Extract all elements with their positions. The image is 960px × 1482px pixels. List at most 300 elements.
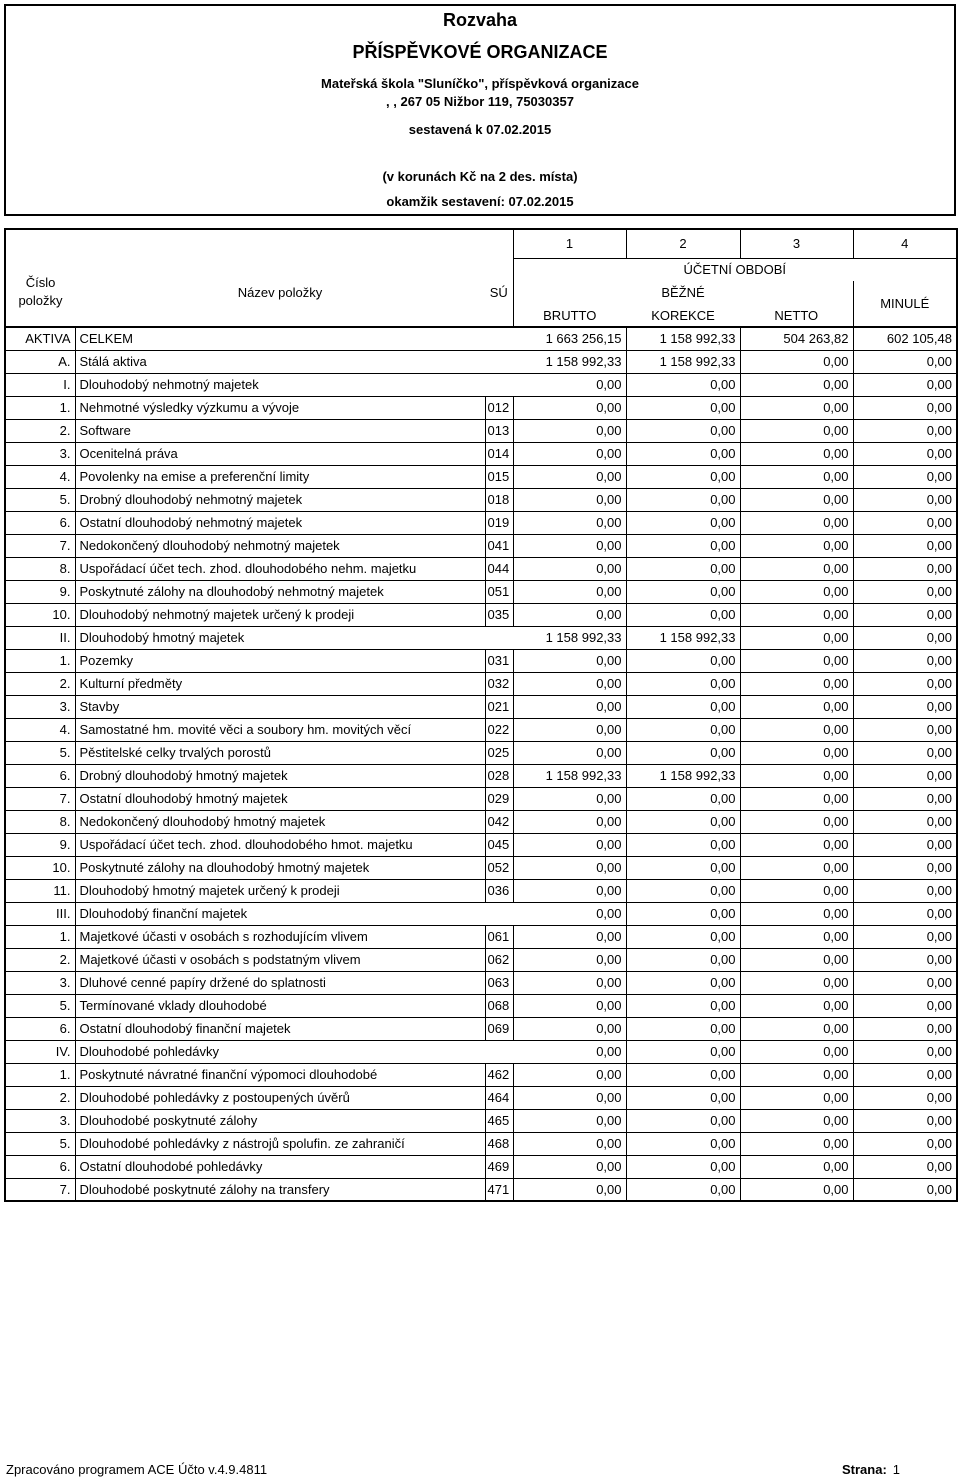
row-account: 471 <box>485 1178 513 1201</box>
row-name: Drobný dlouhodobý hmotný majetek <box>75 764 485 787</box>
table-row <box>5 626 957 649</box>
row-netto: 0,00 <box>740 1040 853 1063</box>
row-netto: 0,00 <box>740 1017 853 1040</box>
table-row <box>5 787 957 810</box>
row-korekce: 1 158 992,33 <box>626 626 740 649</box>
row-account <box>485 1040 513 1063</box>
row-korekce: 0,00 <box>626 925 740 948</box>
page-label: Strana: <box>842 1462 887 1477</box>
row-brutto: 0,00 <box>513 718 626 741</box>
row-minule: 0,00 <box>853 1040 957 1063</box>
row-account: 462 <box>485 1063 513 1086</box>
row-number: 1. <box>5 649 75 672</box>
row-number: 3. <box>5 442 75 465</box>
row-brutto: 1 158 992,33 <box>513 350 626 373</box>
row-korekce: 0,00 <box>626 741 740 764</box>
table-row <box>5 718 957 741</box>
table-row <box>5 1109 957 1132</box>
row-minule: 0,00 <box>853 350 957 373</box>
row-number: III. <box>5 902 75 925</box>
row-netto: 0,00 <box>740 1155 853 1178</box>
row-name: Dlouhodobé pohledávky z postoupených úvěrů <box>75 1086 485 1109</box>
row-name: Dlouhodobý hmotný majetek <box>75 626 485 649</box>
row-account: 035 <box>485 603 513 626</box>
row-name: Ostatní dlouhodobý finanční majetek <box>75 1017 485 1040</box>
row-minule: 0,00 <box>853 902 957 925</box>
row-minule: 0,00 <box>853 557 957 580</box>
row-name: Dluhové cenné papíry držené do splatnosti <box>75 971 485 994</box>
row-number: 1. <box>5 396 75 419</box>
row-netto: 0,00 <box>740 810 853 833</box>
table-row <box>5 488 957 511</box>
row-minule: 0,00 <box>853 695 957 718</box>
row-netto: 0,00 <box>740 511 853 534</box>
row-name: Povolenky na emise a preferenční limity <box>75 465 485 488</box>
row-netto: 0,00 <box>740 833 853 856</box>
row-number: 8. <box>5 557 75 580</box>
row-account: 012 <box>485 396 513 419</box>
column-header-period: ÚČETNÍ OBDOBÍ <box>513 258 957 281</box>
table-row <box>5 879 957 902</box>
row-minule: 0,00 <box>853 1178 957 1201</box>
row-number: I. <box>5 373 75 396</box>
row-brutto: 0,00 <box>513 810 626 833</box>
row-number: 6. <box>5 1017 75 1040</box>
row-name: Dlouhodobé pohledávky <box>75 1040 485 1063</box>
row-brutto: 0,00 <box>513 741 626 764</box>
column-header-netto: NETTO <box>774 307 819 323</box>
row-netto: 0,00 <box>740 442 853 465</box>
row-korekce: 1 158 992,33 <box>626 327 740 350</box>
row-name: Dlouhodobý nehmotný majetek <box>75 373 485 396</box>
row-netto: 0,00 <box>740 672 853 695</box>
row-account: 042 <box>485 810 513 833</box>
row-account: 068 <box>485 994 513 1017</box>
row-brutto: 0,00 <box>513 488 626 511</box>
row-netto: 0,00 <box>740 718 853 741</box>
row-name: Dlouhodobé pohledávky z nástrojů spolufin. ze zahraničí <box>75 1132 485 1155</box>
table-row <box>5 419 957 442</box>
row-number: 1. <box>5 925 75 948</box>
row-minule: 0,00 <box>853 465 957 488</box>
row-netto: 0,00 <box>740 488 853 511</box>
row-korekce: 0,00 <box>626 1109 740 1132</box>
table-row <box>5 856 957 879</box>
row-account: 045 <box>485 833 513 856</box>
row-account: 021 <box>485 695 513 718</box>
row-netto: 0,00 <box>740 741 853 764</box>
row-korekce: 0,00 <box>626 442 740 465</box>
row-account: 063 <box>485 971 513 994</box>
row-minule: 0,00 <box>853 1063 957 1086</box>
table-row <box>5 557 957 580</box>
row-korekce: 0,00 <box>626 1017 740 1040</box>
table-row <box>5 350 957 373</box>
table-row <box>5 1017 957 1040</box>
row-netto: 0,00 <box>740 603 853 626</box>
table-row <box>5 511 957 534</box>
row-brutto: 0,00 <box>513 856 626 879</box>
row-brutto: 0,00 <box>513 1109 626 1132</box>
table-row <box>5 373 957 396</box>
table-row <box>5 1155 957 1178</box>
row-korekce: 0,00 <box>626 787 740 810</box>
row-number: 7. <box>5 1178 75 1201</box>
report-header <box>4 4 956 216</box>
row-name: Majetkové účasti v osobách s podstatným vlivem <box>75 948 485 971</box>
row-name: Kulturní předměty <box>75 672 485 695</box>
row-brutto: 0,00 <box>513 971 626 994</box>
row-netto: 0,00 <box>740 856 853 879</box>
row-netto: 0,00 <box>740 580 853 603</box>
row-account: 069 <box>485 1017 513 1040</box>
row-netto: 504 263,82 <box>740 327 853 350</box>
row-account: 025 <box>485 741 513 764</box>
row-account: 468 <box>485 1132 513 1155</box>
row-brutto: 0,00 <box>513 465 626 488</box>
row-brutto: 0,00 <box>513 419 626 442</box>
row-netto: 0,00 <box>740 534 853 557</box>
row-name: Nehmotné výsledky výzkumu a vývoje <box>75 396 485 419</box>
row-brutto: 0,00 <box>513 442 626 465</box>
row-minule: 0,00 <box>853 396 957 419</box>
row-name: CELKEM <box>75 327 485 350</box>
table-row <box>5 902 957 925</box>
row-minule: 0,00 <box>853 925 957 948</box>
row-korekce: 0,00 <box>626 856 740 879</box>
table-row <box>5 442 957 465</box>
row-netto: 0,00 <box>740 787 853 810</box>
row-minule: 0,00 <box>853 511 957 534</box>
row-name: Ostatní dlouhodobé pohledávky <box>75 1155 485 1178</box>
row-number: IV. <box>5 1040 75 1063</box>
row-korekce: 0,00 <box>626 649 740 672</box>
row-brutto: 0,00 <box>513 787 626 810</box>
column-header-previous: MINULÉ <box>853 281 957 327</box>
row-netto: 0,00 <box>740 971 853 994</box>
row-minule: 0,00 <box>853 649 957 672</box>
row-name: Dlouhodobý nehmotný majetek určený k prodeji <box>75 603 485 626</box>
row-brutto: 0,00 <box>513 1155 626 1178</box>
row-brutto: 0,00 <box>513 534 626 557</box>
row-brutto: 0,00 <box>513 1040 626 1063</box>
row-brutto: 0,00 <box>513 396 626 419</box>
row-korekce: 0,00 <box>626 419 740 442</box>
row-brutto: 0,00 <box>513 879 626 902</box>
table-row <box>5 925 957 948</box>
row-number: 10. <box>5 856 75 879</box>
column-number-2: 2 <box>626 229 740 258</box>
row-korekce: 0,00 <box>626 879 740 902</box>
row-brutto: 0,00 <box>513 1063 626 1086</box>
row-name: Poskytnuté zálohy na dlouhodobý hmotný majetek <box>75 856 485 879</box>
row-brutto: 0,00 <box>513 1178 626 1201</box>
row-brutto: 0,00 <box>513 649 626 672</box>
row-minule: 0,00 <box>853 373 957 396</box>
row-minule: 0,00 <box>853 1109 957 1132</box>
row-brutto: 1 158 992,33 <box>513 626 626 649</box>
row-account: 028 <box>485 764 513 787</box>
column-header-su: SÚ <box>485 258 513 327</box>
table-row <box>5 1063 957 1086</box>
row-name: Poskytnuté zálohy na dlouhodobý nehmotný majetek <box>75 580 485 603</box>
row-korekce: 0,00 <box>626 672 740 695</box>
row-korekce: 0,00 <box>626 1178 740 1201</box>
row-minule: 602 105,48 <box>853 327 957 350</box>
table-row <box>5 764 957 787</box>
table-row <box>5 1178 957 1201</box>
row-korekce: 0,00 <box>626 1086 740 1109</box>
row-brutto: 1 158 992,33 <box>513 764 626 787</box>
row-account: 036 <box>485 879 513 902</box>
row-brutto: 0,00 <box>513 1017 626 1040</box>
row-korekce: 0,00 <box>626 902 740 925</box>
table-row <box>5 396 957 419</box>
row-netto: 0,00 <box>740 396 853 419</box>
row-account: 013 <box>485 419 513 442</box>
row-netto: 0,00 <box>740 419 853 442</box>
row-netto: 0,00 <box>740 1063 853 1086</box>
row-minule: 0,00 <box>853 1132 957 1155</box>
row-name: Ostatní dlouhodobý hmotný majetek <box>75 787 485 810</box>
row-korekce: 0,00 <box>626 511 740 534</box>
row-korekce: 0,00 <box>626 373 740 396</box>
row-number: 5. <box>5 994 75 1017</box>
row-minule: 0,00 <box>853 672 957 695</box>
row-name: Uspořádací účet tech. zhod. dlouhodobého nehm. majetku <box>75 557 485 580</box>
organization-name: Mateřská škola "Sluníčko", příspěvková organizace <box>321 76 639 91</box>
row-brutto: 0,00 <box>513 672 626 695</box>
row-name: Drobný dlouhodobý nehmotný majetek <box>75 488 485 511</box>
column-header-cislo: Číslo položky <box>5 258 75 327</box>
table-row <box>5 1040 957 1063</box>
table-row <box>5 603 957 626</box>
row-number: II. <box>5 626 75 649</box>
row-korekce: 0,00 <box>626 534 740 557</box>
row-account: 041 <box>485 534 513 557</box>
row-number: 4. <box>5 718 75 741</box>
row-account: 031 <box>485 649 513 672</box>
row-korekce: 0,00 <box>626 810 740 833</box>
row-name: Dlouhodobý finanční majetek <box>75 902 485 925</box>
row-name: Dlouhodobý hmotný majetek určený k prodeji <box>75 879 485 902</box>
row-minule: 0,00 <box>853 419 957 442</box>
row-number: 3. <box>5 695 75 718</box>
row-account: 019 <box>485 511 513 534</box>
row-minule: 0,00 <box>853 741 957 764</box>
row-account <box>485 327 513 350</box>
row-minule: 0,00 <box>853 1155 957 1178</box>
row-minule: 0,00 <box>853 971 957 994</box>
row-account: 018 <box>485 488 513 511</box>
table-row <box>5 1086 957 1109</box>
header-blank <box>485 229 513 258</box>
table-row <box>5 534 957 557</box>
column-number-1: 1 <box>513 229 626 258</box>
row-korekce: 0,00 <box>626 1040 740 1063</box>
row-brutto: 0,00 <box>513 580 626 603</box>
row-netto: 0,00 <box>740 465 853 488</box>
row-account: 051 <box>485 580 513 603</box>
header-blank <box>75 229 485 258</box>
row-korekce: 0,00 <box>626 948 740 971</box>
table-row <box>5 833 957 856</box>
row-brutto: 0,00 <box>513 695 626 718</box>
row-number: 10. <box>5 603 75 626</box>
row-brutto: 0,00 <box>513 833 626 856</box>
row-name: Stavby <box>75 695 485 718</box>
table-row <box>5 1132 957 1155</box>
row-number: 11. <box>5 879 75 902</box>
column-number-4: 4 <box>853 229 957 258</box>
row-brutto: 0,00 <box>513 994 626 1017</box>
prepared-date: sestavená k 07.02.2015 <box>408 122 552 137</box>
row-brutto: 0,00 <box>513 557 626 580</box>
column-header-current: BĚŽNÉ <box>661 285 705 300</box>
footer-page <box>842 1462 900 1477</box>
row-account: 022 <box>485 718 513 741</box>
row-korekce: 0,00 <box>626 695 740 718</box>
row-minule: 0,00 <box>853 856 957 879</box>
table-row <box>5 580 957 603</box>
header-blank <box>5 229 75 258</box>
row-minule: 0,00 <box>853 1017 957 1040</box>
column-header-nazev: Název položky <box>237 284 323 300</box>
row-netto: 0,00 <box>740 948 853 971</box>
row-minule: 0,00 <box>853 948 957 971</box>
row-brutto: 0,00 <box>513 948 626 971</box>
row-korekce: 0,00 <box>626 1063 740 1086</box>
row-number: 2. <box>5 419 75 442</box>
row-account: 029 <box>485 787 513 810</box>
row-minule: 0,00 <box>853 534 957 557</box>
row-minule: 0,00 <box>853 833 957 856</box>
row-number: 5. <box>5 488 75 511</box>
row-netto: 0,00 <box>740 695 853 718</box>
row-name: Pozemky <box>75 649 485 672</box>
row-netto: 0,00 <box>740 764 853 787</box>
row-korekce: 1 158 992,33 <box>626 764 740 787</box>
row-name: Samostatné hm. movité věci a soubory hm. movitých věcí <box>75 718 485 741</box>
row-minule: 0,00 <box>853 764 957 787</box>
row-name: Ocenitelná práva <box>75 442 485 465</box>
row-number: 7. <box>5 787 75 810</box>
report-subtitle: PŘÍSPĚVKOVÉ ORGANIZACE <box>352 42 608 62</box>
row-brutto: 0,00 <box>513 1086 626 1109</box>
row-name: Dlouhodobé poskytnuté zálohy <box>75 1109 485 1132</box>
page-number: 1 <box>892 1462 901 1477</box>
row-number: A. <box>5 350 75 373</box>
row-number: 5. <box>5 1132 75 1155</box>
row-korekce: 0,00 <box>626 580 740 603</box>
row-korekce: 0,00 <box>626 833 740 856</box>
row-korekce: 0,00 <box>626 465 740 488</box>
row-number: 3. <box>5 1109 75 1132</box>
row-account: 062 <box>485 948 513 971</box>
row-number: 6. <box>5 764 75 787</box>
table-row <box>5 327 957 350</box>
row-number: 3. <box>5 971 75 994</box>
row-korekce: 0,00 <box>626 603 740 626</box>
column-number-3: 3 <box>740 229 853 258</box>
row-brutto: 0,00 <box>513 902 626 925</box>
row-brutto: 1 663 256,15 <box>513 327 626 350</box>
row-name: Dlouhodobé poskytnuté zálohy na transfery <box>75 1178 485 1201</box>
row-account <box>485 626 513 649</box>
row-minule: 0,00 <box>853 879 957 902</box>
report-title: Rozvaha <box>442 10 518 30</box>
row-name: Ostatní dlouhodobý nehmotný majetek <box>75 511 485 534</box>
row-name: Majetkové účasti v osobách s rozhodujícím vlivem <box>75 925 485 948</box>
row-number: 9. <box>5 580 75 603</box>
row-account <box>485 373 513 396</box>
row-netto: 0,00 <box>740 626 853 649</box>
table-row <box>5 971 957 994</box>
row-account <box>485 350 513 373</box>
row-netto: 0,00 <box>740 925 853 948</box>
row-netto: 0,00 <box>740 1178 853 1201</box>
row-account: 052 <box>485 856 513 879</box>
row-minule: 0,00 <box>853 994 957 1017</box>
row-account <box>485 902 513 925</box>
row-account: 014 <box>485 442 513 465</box>
table-row <box>5 994 957 1017</box>
row-netto: 0,00 <box>740 649 853 672</box>
row-number: 2. <box>5 1086 75 1109</box>
row-netto: 0,00 <box>740 557 853 580</box>
row-number: 4. <box>5 465 75 488</box>
row-name: Termínované vklady dlouhodobé <box>75 994 485 1017</box>
row-netto: 0,00 <box>740 1086 853 1109</box>
row-name: Software <box>75 419 485 442</box>
row-account: 465 <box>485 1109 513 1132</box>
table-row <box>5 649 957 672</box>
row-account: 015 <box>485 465 513 488</box>
row-account: 044 <box>485 557 513 580</box>
row-number: 6. <box>5 1155 75 1178</box>
row-korekce: 0,00 <box>626 1132 740 1155</box>
balance-sheet-table <box>4 228 958 1202</box>
row-minule: 0,00 <box>853 810 957 833</box>
row-netto: 0,00 <box>740 1132 853 1155</box>
row-korekce: 0,00 <box>626 718 740 741</box>
row-minule: 0,00 <box>853 626 957 649</box>
row-netto: 0,00 <box>740 879 853 902</box>
row-minule: 0,00 <box>853 442 957 465</box>
row-brutto: 0,00 <box>513 511 626 534</box>
row-account: 464 <box>485 1086 513 1109</box>
row-minule: 0,00 <box>853 488 957 511</box>
row-minule: 0,00 <box>853 1086 957 1109</box>
row-korekce: 0,00 <box>626 396 740 419</box>
row-netto: 0,00 <box>740 1109 853 1132</box>
row-minule: 0,00 <box>853 718 957 741</box>
table-row <box>5 741 957 764</box>
table-row <box>5 810 957 833</box>
row-korekce: 1 158 992,33 <box>626 350 740 373</box>
table-row <box>5 695 957 718</box>
organization-address: , , 267 05 Nižbor 119, 75030357 <box>386 94 574 109</box>
column-header-brutto: BRUTTO <box>543 307 597 323</box>
row-number: 6. <box>5 511 75 534</box>
row-number: AKTIVA <box>5 327 75 350</box>
row-number: 8. <box>5 810 75 833</box>
table-row <box>5 465 957 488</box>
column-header-korekce: KOREKCE <box>651 307 715 323</box>
row-number: 1. <box>5 1063 75 1086</box>
row-name: Pěstitelské celky trvalých porostů <box>75 741 485 764</box>
compilation-moment: okamžik sestavení: 07.02.2015 <box>386 194 574 209</box>
